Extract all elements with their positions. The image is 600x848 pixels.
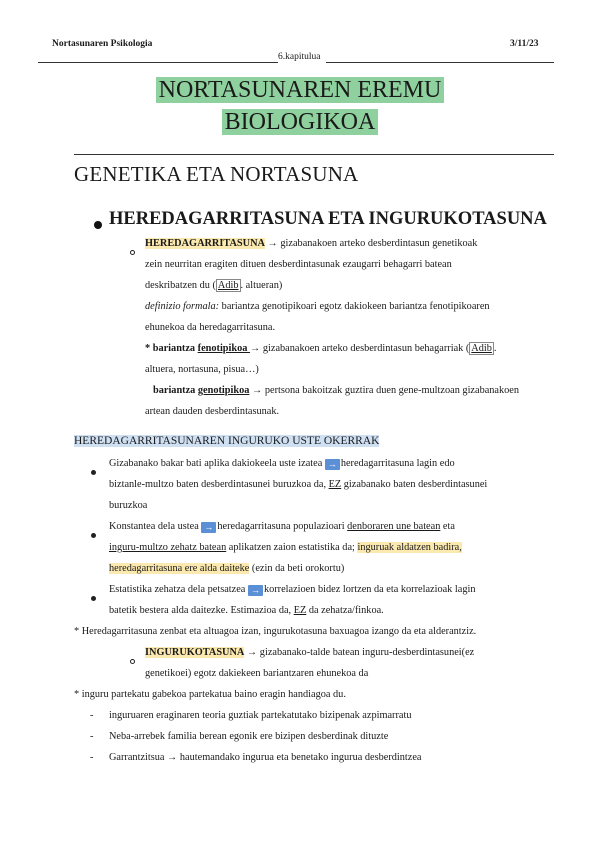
ingurukotasuna-line1: INGURUKOTASUNA → gizabanako-talde batean inguru-desberdintasunei(ez [145, 647, 475, 658]
header-rule-right [326, 62, 554, 63]
formal-definition-line1: definizio formala: bariantza genotipikoari egotz dakiokeen bariantza fenotipikoaren [145, 301, 490, 312]
section-heading: GENETIKA ETA NORTASUNA [74, 162, 359, 186]
myth1-bullet [91, 462, 96, 480]
genotipikoa-term: genotipikoa [197, 385, 250, 396]
myth1-line1: Gizabanako bakar bati aplika dakiokeela uste izatea → heredagarritasuna lagin edo [109, 458, 455, 469]
genotipikoa-line1: bariantza genotipikoa → pertsona bakoitzak guztira duen gene-multzoan gizabanakoen [153, 385, 520, 396]
adib-tag: Adib [217, 280, 239, 291]
heredagarritasuna-line1: HEREDAGARRITASUNA → gizabanakoen arteko desberdintasun genetikoak [145, 238, 478, 249]
subsection-heading: HEREDAGARRITASUNA ETA INGURUKOTASUNA [109, 209, 547, 229]
right-arrow-icon: → [325, 459, 340, 470]
heredagarritasuna-line2: zein neurritan eragiten dituen desberdintasunak ezaugarri behagarri batean [145, 259, 452, 270]
myth2-bullet [91, 525, 96, 543]
adib-tag: Adib [471, 343, 492, 354]
dash-marker: - [90, 752, 94, 763]
list-item: inguruaren eraginaren teoria guztiak partekatutako bizipenak azpimarratu [109, 710, 412, 721]
right-arrow-icon: → [201, 522, 216, 533]
heredagarritasuna-line3: deskribatzen du ( Adib . altueran) [145, 280, 283, 291]
fenotipikoa-line2: altuera, nortasuna, pisua…) [145, 364, 259, 375]
dash-marker: - [90, 710, 94, 721]
genotipikoa-line2: artean dauden desberdintasunak. [145, 406, 280, 417]
ingurukotasuna-term: INGURUKOTASUNA [145, 647, 245, 658]
heredagarritasuna-bullet [130, 242, 135, 260]
myths-heading: HEREDAGARRITASUNAREN INGURUKO USTE OKERRAK [74, 435, 380, 447]
myth1-line3: buruzkoa [109, 500, 148, 511]
header-rule-left [38, 62, 278, 63]
myth3-line1: Estatistika zehatza dela petsatzea → korrelazioen bidez lortzen da eta korrelazioak lagin [109, 584, 476, 595]
heredagarritasuna-term: HEREDAGARRITASUNA [145, 238, 265, 249]
title-divider [74, 154, 554, 155]
myth2-line3: heredagarritasuna ere alda daiteke (ezin da beti orokortu) [109, 563, 345, 574]
formal-definition-line2: ehunekoa da heredagarritasuna. [145, 322, 276, 333]
note-non-shared-environment: * inguru partekatu gabekoa partekatua baino eragin handiagoa du. [74, 689, 346, 700]
myth1-line2: biztanle-multzo baten desberdintasunei buruzkoa da, EZ gizabanako baten desberdintasunei [109, 479, 488, 490]
page-title-line1: NORTASUNAREN EREMU [0, 77, 600, 104]
ingurukotasuna-line2: genetikoei) egotz dakiekeen bariantzaren ehunekoa da [145, 668, 369, 679]
header-chapter: 6.kapitulua [278, 52, 321, 62]
header-course-title: Nortasunaren Psikologia [52, 39, 153, 49]
header-date: 3/11/23 [510, 39, 539, 49]
note-heritability: * Heredagarritasuna zenbat eta altuagoa izan, ingurukotasuna baxuagoa izango da eta alderantziz. [74, 626, 477, 637]
myth3-line2: batetik bestera alda daitezke. Estimazioa da, EZ da zehatza/finkoa. [109, 605, 384, 616]
fenotipikoa-term: fenotipikoa [197, 343, 250, 354]
page-title-line2: BIOLOGIKOA [0, 109, 600, 136]
myth2-line2: inguru-multzo zehatz batean aplikatzen zaion estatistika da; inguruak aldatzen badira, [109, 542, 462, 553]
fenotipikoa-line1: * bariantza fenotipikoa → gizabanakoen arteko desberdintasun behagarriak ( Adib . [145, 343, 497, 354]
myth3-bullet [91, 588, 96, 606]
myth2-line1: Konstantea dela ustea → heredagarritasuna populazioari denboraren une batean eta [109, 521, 455, 532]
subsection-bullet [94, 216, 102, 234]
ingurukotasuna-bullet [130, 651, 135, 669]
list-item: Garrantzitsua → hautemandako ingurua eta benetako ingurua desberdintzea [109, 752, 422, 763]
list-item: Neba-arrebek familia berean egonik ere bizipen desberdinak dituzte [109, 731, 389, 742]
right-arrow-icon: → [248, 585, 263, 596]
dash-marker: - [90, 731, 94, 742]
